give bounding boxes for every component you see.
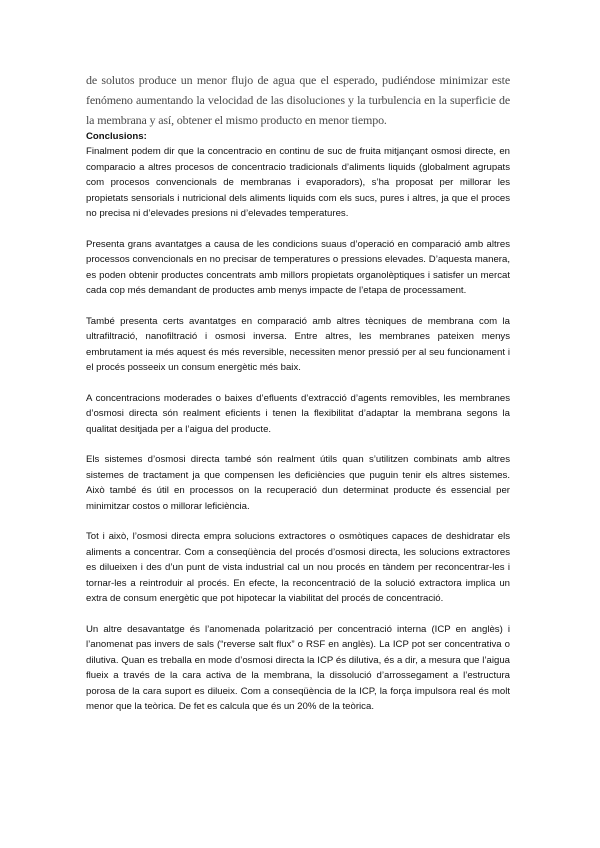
paragraph-2: Presenta grans avantatges a causa de les condicions suaus d’operació en comparació amb altres processos convencionals en no precisar de temperatures o pressions elevades. D’aquesta manera, es poden obtenir productes concentrats amb millors propietats organolèptiques i satisfer un mercat cada cop més demandant de productes amb menys impacte de l’etapa de processament. bbox=[86, 238, 510, 296]
paragraph-4: A concentracions moderades o baixes d’efluents d’extracció d’agents removibles, les membranes d’osmosi directa són realment eficients i tenen la flexibilitat d’adaptar la membrana segons la qualitat desitjada per a l’aigua del producte. bbox=[86, 392, 510, 435]
intro-paragraph: de solutos produce un menor flujo de agua que el esperado, pudiéndose minimizar este fenómeno aumentando la velocidad de las disoluciones y la turbulencia en la superficie de la membrana y así, obtener el mismo producto en menor tiempo. bbox=[86, 73, 510, 127]
conclusions-heading: Conclusions: bbox=[86, 131, 147, 142]
paragraph-5: Els sistemes d’osmosi directa també són realment útils quan s’utilitzen combinats amb altres sistemes de tractament ja que compensen les deficiències que puguin tenir els altres sistemes. Això també és útil en processos on la recuperació dun determinat producte és essencial per minimitzar costos o millorar leficiència. bbox=[86, 454, 510, 512]
paragraph-1: Finalment podem dir que la concentracio en continu de suc de fruita mitjançant osmosi directe, en comparacio a altres procesos de concentracio tradicionals d’aliments liquids (globalment agrupats com procesos convencionals de membranas i evaporadors), s’ha proposat per millorar les propietats sensorials i nutricional dels aliments liquids com els sucs, pures i altres, ja que el proces no precisa ni d’elevades presions ni d’elevades temperatures. bbox=[86, 146, 510, 219]
paragraph-6: Tot i això, l’osmosi directa empra solucions extractores o osmòtiques capaces de deshidratar els aliments a concentrar. Com a conseqüència del procés d’osmosi directa, les solucions extractores es dilueixen i des d’un punt de vista industrial cal un nou procés en tàndem per reconcentrar-les i tornar-les a reintroduir al procés. En efecte, la reconcentració de la solució extractora implica un extra de consum energètic que pot hipotecar la viabilitat del procés de concentració. bbox=[86, 531, 510, 604]
document-body bbox=[86, 70, 510, 730]
paragraph-3: També presenta certs avantatges en comparació amb altres tècniques de membrana com la ultrafiltració, nanofiltració i osmosi inversa. Entre altres, les membranes pateixen menys embrutament ia més aquest és més reversible, necessiten menor pressió per al seu funcionament i el procés posseeix un consum energètic més baix. bbox=[86, 315, 510, 373]
paragraph-7: Un altre desavantatge és l’anomenada polarització per concentració interna (ICP en anglès) i l’anomenat pas invers de sals (“reverse salt flux” o RSF en anglès). La ICP pot ser concentrativa o dilutiva. Quan es treballa en mode d’osmosi directa la ICP és dilutiva, és a dir, a mesura que l’aigua flueix a través de la cara activa de la membrana, la dissolució d’arrossegament a l’estructura porosa de la cara suport es dilueix. Com a conseqüència de la ICP, la força impulsora real és molt menor que la teòrica. De fet es calcula que és un 20% de la teòrica. bbox=[86, 623, 510, 712]
